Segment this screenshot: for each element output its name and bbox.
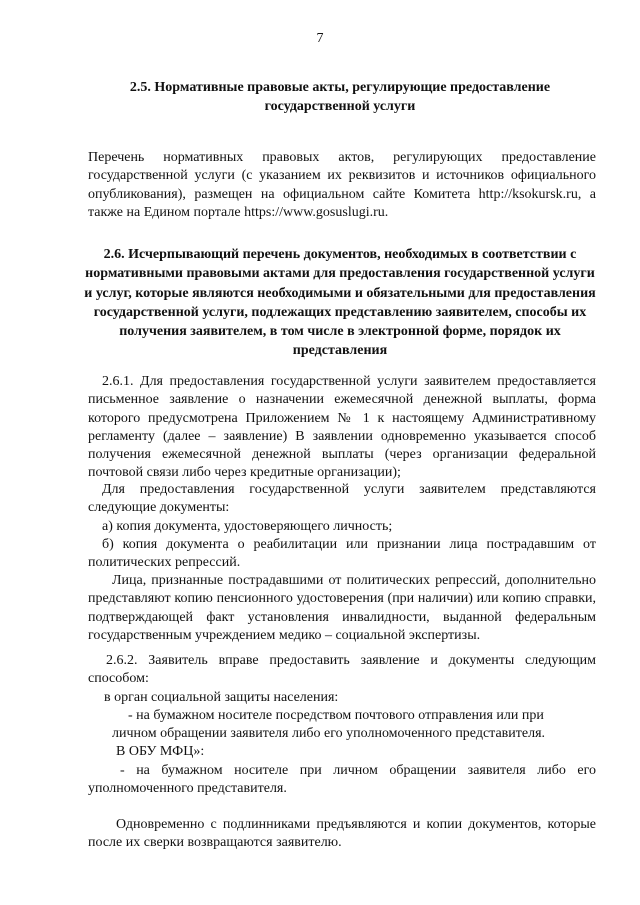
paragraph-documents-intro: Для предоставления государственной услуги заявителем представляются следующие документы: <box>88 482 596 516</box>
mfc-paper: - на бумажном носителе при личном обращении заявителя либо его уполномоченного представителя. <box>88 763 596 797</box>
list-item-a: а) копия документа, удостоверяющего личность; <box>102 519 393 534</box>
section-2-5-body: Перечень нормативных правовых актов, регулирующих предоставление государственной услуги (с указанием их реквизитов и источников официального опубликования), размещен на официальном сайте Комитета http://ksokursk.ru, а также на Едином портале https://www.gosuslugi.ru. <box>88 150 596 220</box>
paragraph-2-6-1: 2.6.1. Для предоставления государственной услуги заявителем предоставляется письменное заявление о назначении ежемесячной денежной выплаты, форма которого предусмотрена Приложением № 1 к настоящему Административному регламенту (далее – заявление) В заявлении одновременно указывается способ получения ежемесячной денежной выплаты (через организации федеральной почтовой связи либо через кредитные организации); <box>88 374 596 481</box>
section-2-5-heading: 2.5. Нормативные правовые акты, регулирующие предоставление государственной услуги <box>129 80 551 115</box>
paragraph-2-6-2: 2.6.2. Заявитель вправе предоставить заявление и документы следующим способом: <box>88 653 596 687</box>
social-line-1: - на бумажном носителе посредством почтового отправления или при <box>128 708 544 723</box>
paragraph-persons: Лица, признанные пострадавшими от политических репрессий, дополнительно представляют копию пенсионного удостоверения (при наличии) или копию справки, подтверждающей факт установления инвалидности, выданной федеральным государственным учреждением медико – социальной экспертизы. <box>88 573 596 643</box>
section-2-6-heading: 2.6. Исчерпывающий перечень документов, необходимых в соответствии с нормативными правовыми актами для предоставления государственной услуги и услуг, которые являются необходимыми и обязательными для предоставления государственной услуги, подлежащих представлению заявителем, способы их получения заявителем, в том числе в электронной форме, порядок их представления <box>84 247 596 359</box>
social-line-2: личном обращении заявителя либо его уполномоченного представителя. <box>112 726 546 741</box>
social-org-label: в орган социальной защиты населения: <box>104 690 339 705</box>
page-number: 7 <box>316 31 324 46</box>
paragraph-originals: Одновременно с подлинниками предъявляются и копии документов, которые после их сверки возвращаются заявителю. <box>88 817 596 851</box>
mfc-label: В ОБУ МФЦ»: <box>116 744 205 759</box>
list-item-b: б) копия документа о реабилитации или признании лица пострадавшим от политических репрессий. <box>88 537 596 571</box>
